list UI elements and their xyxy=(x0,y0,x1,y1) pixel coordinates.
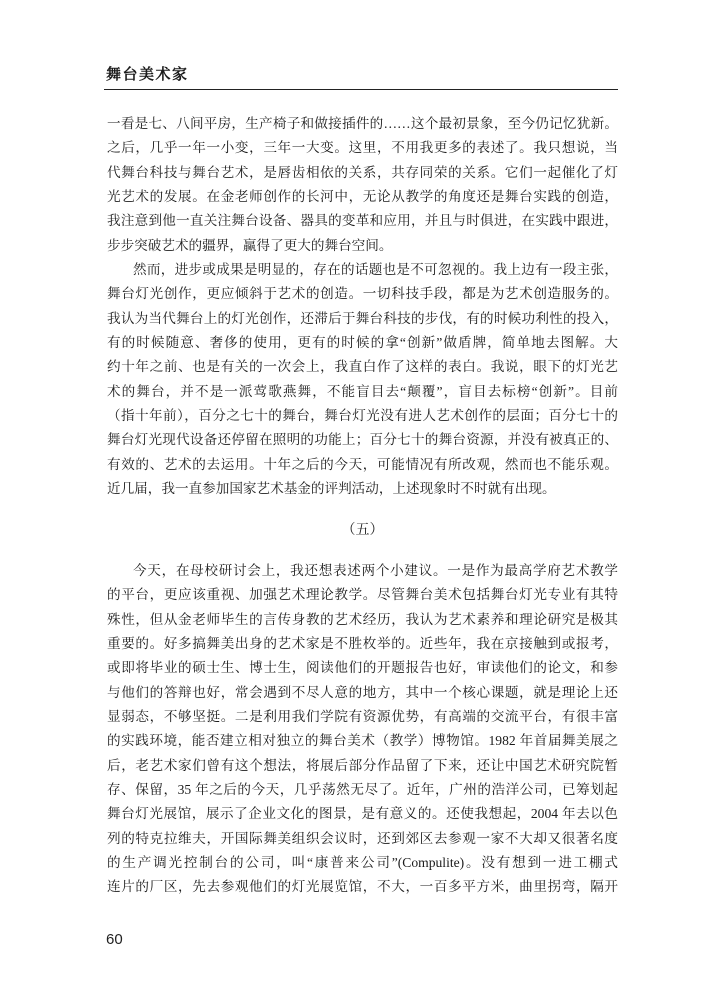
paragraph xyxy=(107,258,618,501)
running-header: 舞台美术家 xyxy=(106,65,189,83)
text-line: 然而，进步或成果是明显的，存在的话题也是不可忽视的。我上边有一段主张， xyxy=(133,262,618,277)
text-line: 一看是七、八间平房，生产椅子和做接插件的……这个最初景象，至今仍记忆犹新。 xyxy=(107,116,618,131)
text-line: 列的特克拉维夫，开国际舞美组织会议时，还到郊区去参观一家不大却又很著名度 xyxy=(107,830,618,846)
text-line: 舞台灯光现代设备还停留在照明的功能上；百分七十的舞台资源，并没有被真正的、 xyxy=(107,432,618,448)
text-line: 显弱态，不够坚挺。二是利用我们学院有资源优势，有高端的交流平台，有很丰富 xyxy=(107,708,618,724)
text-line: 的平台，更应该重视、加强艺术理论教学。尽管舞台美术包括舞台灯光专业有其特 xyxy=(107,587,618,603)
text-line: 步步突破艺术的疆界，赢得了更大的舞台空间。 xyxy=(107,237,393,253)
text-line: 有的时候随意、奢侈的使用，更有的时候的拿“创新”做盾牌，简单地去图解。大 xyxy=(107,334,618,350)
text-line: 殊性，但从金老师毕生的言传身教的艺术经历，我认为艺术素养和理论研究是极其 xyxy=(107,611,618,627)
text-line: 之后，几乎一年一小变，三年一大变。这里，不用我更多的表述了。我只想说，当 xyxy=(107,140,618,156)
text-line: 后，老艺术家们曾有这个想法，将展后部分作品留了下来，还让中国艺术研究院暂 xyxy=(107,757,618,773)
text-line: 约十年之前、也是有关的一次会上，我直白作了这样的表白。我说，眼下的灯光艺 xyxy=(107,359,618,375)
text-line: 重要的。好多搞舞美出身的艺术家是不胜枚举的。近些年，我在京接触到或报考， xyxy=(107,635,618,651)
text-line: 代舞台科技与舞台艺术，是唇齿相依的关系，共存同荣的关系。它们一起催化了灯 xyxy=(107,164,618,180)
text-line: 连片的厂区，先去参观他们的灯光展览馆，不大，一百多平方米，曲里拐弯，隔开 xyxy=(107,879,618,895)
text-line: 或即将毕业的硕士生、博士生，阅读他们的开题报告也好，审读他们的论文，和参 xyxy=(107,660,618,676)
text-line: 的生产调光控制台的公司，叫“康普来公司”(Compulite)。没有想到一进工棚式 xyxy=(107,854,618,870)
section-heading: （五） xyxy=(341,523,384,538)
page-number: 60 xyxy=(106,931,123,948)
text-line: 光艺术的发展。在金老师创作的长河中，无论从教学的角度还是舞台实践的创造， xyxy=(107,188,618,204)
text-line: 有效的、艺术的去运用。十年之后的今天，可能情况有所改观，然而也不能乐观。 xyxy=(107,456,618,472)
text-line: 术的舞台，并不是一派莺歌燕舞，不能盲目去“颠覆”，盲目去标榜“创新”。目前 xyxy=(107,383,618,399)
text-line: 与他们的答辩也好，常会遇到不尽人意的地方，其中一个核心课题，就是理论上还 xyxy=(107,684,618,700)
header-rule xyxy=(104,89,618,90)
text-line: 舞台灯光展馆，展示了企业文化的图景，是有意义的。还使我想起，2004 年去以色 xyxy=(107,806,618,822)
text-line: （指十年前），百分之七十的舞台，舞台灯光没有进人艺术创作的层面；百分七十的 xyxy=(107,407,618,423)
text-line: 今天，在母校研讨会上，我还想表述两个小建议。一是作为最高学府艺术教学 xyxy=(133,563,618,578)
text-line: 近几届，我一直参加国家艺术基金的评判活动，上述现象时不时就有出现。 xyxy=(107,480,556,496)
text-line: 的实践环境，能否建立相对独立的舞台美术（教学）博物馆。1982 年首届舞美展之 xyxy=(107,733,618,749)
text-line: 我认为当代舞台上的灯光创作，还滞后于舞台科技的步伐，有的时候功利性的投入， xyxy=(107,310,618,326)
paragraph xyxy=(107,559,618,900)
text-line: 舞台灯光创作，更应倾斜于艺术的创造。一切科技手段，都是为艺术创造服务的。 xyxy=(107,286,618,302)
paragraph-continued xyxy=(107,112,618,258)
text-line: 我注意到他一直关注舞台设备、器具的变革和应用，并且与时俱进，在实践中跟进， xyxy=(107,213,618,229)
text-line: 存、保留，35 年之后的今天，几乎荡然无尽了。近年，广州的浩洋公司，已筹划起 xyxy=(107,781,618,797)
